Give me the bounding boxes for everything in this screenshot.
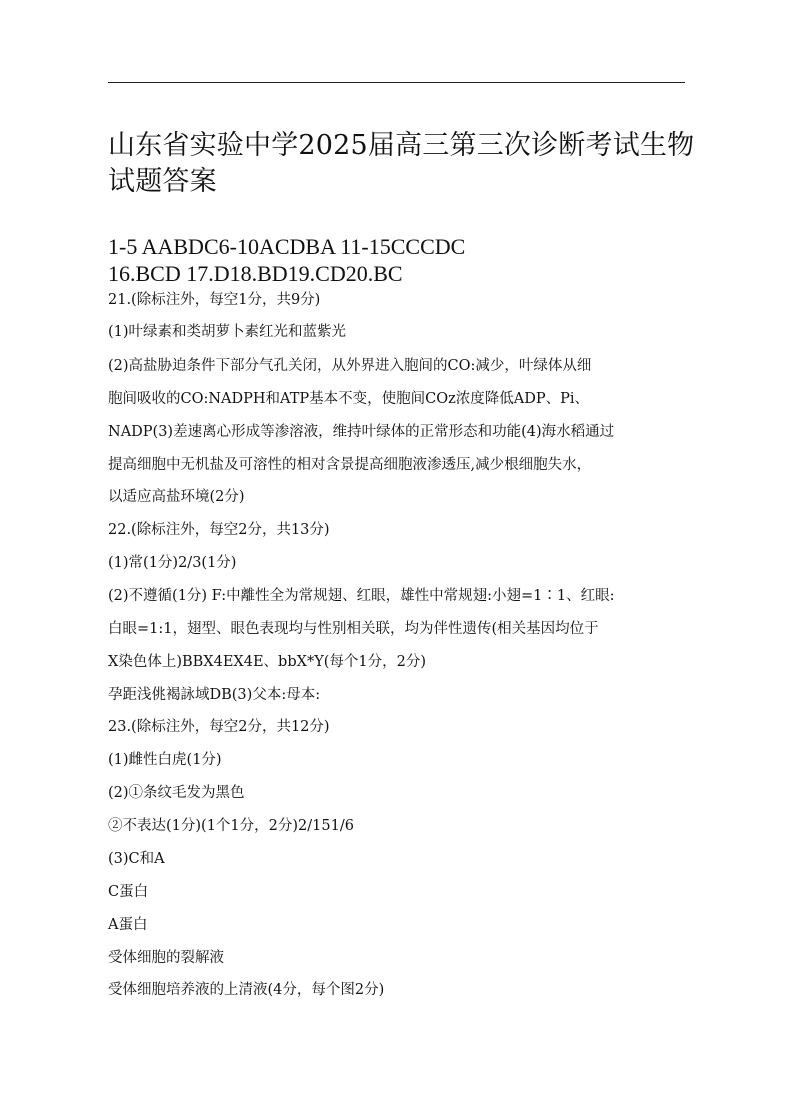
answer-line: 23.(除标注外，每空2分，共12分): [108, 719, 330, 735]
answer-line: 提高细胞中无机盐及可溶性的相对含景提高细胞液渗透压,减少根细胞失水，: [108, 457, 592, 473]
answer-line: ②不表达(1分)(1个1分，2分)2/151/6: [108, 818, 354, 834]
mc-answers-line-2: 16.BCD 17.D18.BD19.CD20.BC: [108, 261, 403, 286]
document-title: 山东省实验中学2025届高三第三次诊断考试生物试题答案: [108, 130, 695, 197]
answer-line: 22.(除标注外，每空2分，共13分): [108, 522, 330, 538]
answer-line: 受体细胞的裂解液: [108, 950, 224, 966]
answer-line: (2)不遵循(1分) F:中離性全为常规翅、红眼，雄性中常规翅:小翅=1∶1、红眼:: [108, 588, 615, 604]
answer-line: 孕距浅佻褐詠域DB(3)父本:母本:: [108, 687, 321, 703]
answer-line: (1)雌性白虎(1分): [108, 752, 222, 768]
answer-line: A蛋白: [108, 917, 148, 933]
answer-line: X染色体上)BBX4EX4E、bbX*Y(每个1分，2分): [108, 654, 427, 670]
answer-line: 胞间吸收的CO:NADPH和ATP基本不变，使胞间COz浓度降低ADP、Pi、: [108, 391, 590, 407]
answer-line: (2)高盐胁迫条件下部分气孔关闭，从外界进入胞间的CO:减少，叶绿体从细: [108, 358, 592, 374]
header-rule: [108, 82, 685, 83]
answer-line: (1)叶绿素和类胡萝卜素红光和蓝紫光: [108, 324, 347, 340]
answer-line: 受体细胞培养液的上清液(4分，每个图2分): [108, 982, 385, 998]
answer-line: 21.(除标注外，每空1分，共9分): [108, 292, 321, 308]
answer-line: (1)常(1分)2/3(1分): [108, 555, 237, 571]
mc-answers-line-1: 1-5 AABDC6-10ACDBA 11-15CCCDC: [108, 234, 466, 259]
answer-line: NADP(3)差速离心形成等渗溶液，维持叶绿体的正常形态和功能(4)海水稻通过: [108, 424, 615, 440]
answer-line: C蛋白: [108, 884, 149, 900]
answer-line: (3)C和A: [108, 851, 165, 867]
answer-line: 白眼=1:1，翅型、眼色表现均与性别相关联，均为伴性遗传(相关基因均位于: [108, 621, 599, 637]
answer-line: (2)①条纹毛发为黑色: [108, 785, 245, 801]
answer-line: 以适应高盐环境(2分): [108, 489, 245, 505]
